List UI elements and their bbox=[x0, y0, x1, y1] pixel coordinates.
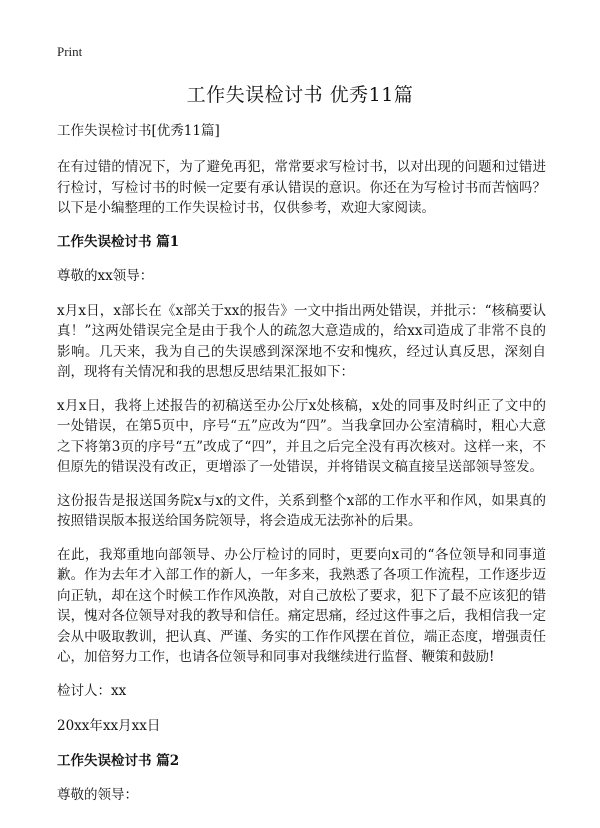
salutation-1: 尊敬的xx领导： bbox=[57, 267, 154, 284]
page-title: 工作失误检讨书 优秀11篇 bbox=[186, 84, 414, 106]
intro-paragraph: 在有过错的情况下，为了避免再犯，常常要求写检讨书，以对出现的问题和过错进行检讨，写检讨书的时候一定要有承认错误的意识。你还在为写检讨书而苦恼吗？以下是小编整理的工作失误检讨书，仅供参考，欢迎大家阅读。 bbox=[57, 159, 546, 216]
print-link[interactable]: Print bbox=[57, 44, 83, 59]
body-paragraph: 这份报告是报送国务院x与x的文件，关系到整个x部的工作水平和作风，如果真的按照错误版本报送给国务院领导，将会造成无法弥补的后果。 bbox=[57, 492, 546, 529]
document-body bbox=[57, 121, 546, 820]
salutation-2: 尊敬的领导： bbox=[57, 786, 138, 803]
signature-line: 检讨人：xx bbox=[57, 682, 127, 699]
date-line: 20xx年xx月xx日 bbox=[57, 717, 161, 734]
body-paragraph: 在此，我郑重地向部领导、办公厅检讨的同时，更要向x司的“各位领导和同事道歉。作为去年才入部工作的新人，一年多来，我熟悉了各项工作流程，工作逐步迈向正轨，却在这个时候工作作风涣散，对自己放松了要求，犯下了最不应该犯的错误，愧对各位领导对我的教导和信任。痛定思痛，经过这件事之后，我相信我一定会从中吸取教训，把认真、严谨、务实的工作作风摆在首位，端正态度，增强责任心，加倍努力工作，也请各位领导和同事对我继续进行监督、鞭策和鼓励! bbox=[57, 546, 546, 665]
body-paragraph: x月x日，我将上述报告的初稿送至办公厅x处核稿，x处的同事及时纠正了文中的一处错误，在第5页中，序号“五”应改为“四”。当我拿回办公室清稿时，粗心大意之下将第3页的序号“五”改成了“四”，并且之后完全没有再次核对。这样一来，不但原先的错误没有改正，更增添了一处错误，并将错误文稿直接呈送部领导签发。 bbox=[57, 397, 546, 475]
body-paragraph: x月x日，x部长在《x部关于xx的报告》一文中指出两处错误，并批示：“核稿要认真！”这两处错误完全是由于我个人的疏忽大意造成的，给xx司造成了非常不良的影响。几天来，我为自己的失误感到深深地不安和愧疚，经过认真反思，深刻自剖，现将有关情况和我的思想反思结果汇报如下： bbox=[57, 302, 546, 380]
document-subtitle: 工作失误检讨书[优秀11篇] bbox=[57, 123, 220, 139]
section-heading-2: 工作失误检讨书 篇2 bbox=[57, 752, 180, 769]
section-heading-1: 工作失误检讨书 篇1 bbox=[57, 233, 180, 250]
